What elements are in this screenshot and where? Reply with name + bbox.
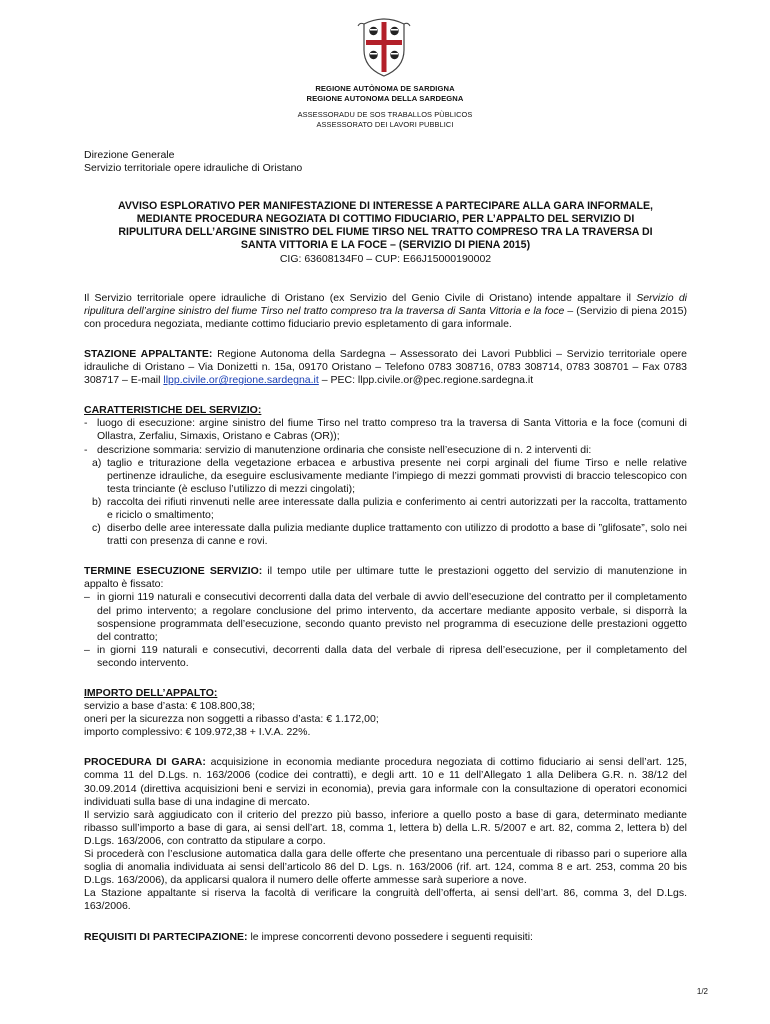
importo-line-2: oneri per la sicurezza non soggetti a ribasso d’asta: € 1.172,00; bbox=[84, 713, 379, 726]
stazione-appaltante-paragraph: STAZIONE APPALTANTE: Regione Autonoma della Sardegna – Assessorato dei Lavori Pubblici – Servizio territoriale opere idrauliche di Oristano – Via Donizetti n. 15a, 09170 Oristano – Telefono 0783 308716, 0783 308714, 0783 308701 – Fax 0783 308717 – E-mail llpp.civile.or@regione.sardegna.it – PEC: llpp.civile.or@pec.regione.sardegna.it bbox=[84, 347, 688, 387]
office-line-2: Servizio territoriale opere idrauliche di Oristano bbox=[84, 162, 303, 175]
termine-paragraph: TERMINE ESECUZIONE SERVIZIO: il tempo utile per ultimare tutte le prestazioni oggetto del servizio di manutenzione in appalto è fissato: bbox=[84, 565, 687, 591]
list-item: - luogo di esecuzione: argine sinistro del fiume Tirso nel tratto compreso tra la traversa di Santa Vittoria e la foce (comuni di Ollastra, Zerfaliu, Simaxis, Oristano e Cabras (OR)); bbox=[84, 417, 687, 443]
importo-line-1: servizio a base d’asta: € 108.800,38; bbox=[84, 700, 256, 713]
requisiti-label: REQUISITI DI PARTECIPAZIONE: bbox=[84, 930, 248, 943]
email-link[interactable]: llpp.civile.or@regione.sardegna.it bbox=[163, 374, 319, 387]
stazione-appaltante-label: STAZIONE APPALTANTE: bbox=[84, 347, 213, 360]
procedura-paragraph-2: Il servizio sarà aggiudicato con il criterio del prezzo più basso, inferiore a quello posto a base di gara, determinato mediante ribasso sull’importo a base di gara, ai sensi dell’art. 18, comma 1, lettera b) della L.R. 5/2007 e art. 82, comma 2, lettera b) del D.Lgs. 163/2006, con contratto da stipulare a corpo. bbox=[84, 808, 687, 847]
importo-heading: IMPORTO DELL’APPALTO: bbox=[84, 687, 218, 699]
cig-cup-codes: CIG: 63608134F0 – CUP: E66J15000190002 bbox=[279, 252, 492, 265]
page-number: 1/2 bbox=[696, 987, 708, 996]
list-item: – in giorni 119 naturali e consecutivi decorrenti dalla data del verbale di avvio dell’esecuzione del contratto per il completamento del primo intervento; a regolare conclusione del primo intervento, da accertare mediante apposito verbale, si disporrà la sospensione programmata dell’esecuzione, secondo quanto previsto nel programma di esecuzione delle prestazioni oggetto del contratto; bbox=[84, 591, 687, 643]
title-line-1: AVVISO ESPLORATIVO PER MANIFESTAZIONE DI INTERESSE A PARTECIPARE ALLA GARA INFORMALE, bbox=[117, 200, 653, 213]
document-body bbox=[84, 149, 687, 944]
department-name-italian: ASSESSORATO DEI LAVORI PUBBLICI bbox=[316, 120, 454, 129]
importo-line-3: importo complessivo: € 109.972,38 + I.V.A. 22%. bbox=[84, 726, 311, 739]
caratteristiche-heading: CARATTERISTICHE DEL SERVIZIO: bbox=[84, 404, 262, 417]
region-name-italian: REGIONE AUTONOMA DELLA SARDEGNA bbox=[306, 94, 464, 103]
termine-label: TERMINE ESECUZIONE SERVIZIO: bbox=[84, 565, 263, 578]
list-item: – in giorni 119 naturali e consecutivi, decorrenti dalla data del verbale di ripresa dell’esecuzione, per il completamento del secondo intervento. bbox=[84, 643, 687, 669]
intro-paragraph: Il Servizio territoriale opere idrauliche di Oristano (ex Servizio del Genio Civile di Oristano) intende appaltare il Servizio di ripulitura dell’argine sinistro del fiume Tirso nel tratto compreso tra la traversa di Santa Vittoria e la foce – (Servizio di piena 2015) con procedura negoziata, mediante cottimo fiduciario previo espletamento di gara informale. bbox=[84, 291, 687, 330]
procedura-paragraph-4: La Stazione appaltante si riserva la facoltà di verificare la congruità dell’offerta, ai sensi dell’art. 86, comma 3, del D.Lgs. 163/2006. bbox=[84, 887, 687, 913]
procedura-label: PROCEDURA DI GARA: bbox=[84, 756, 206, 769]
sub-list-item: c) diserbo delle aree interessate dalla pulizia mediante duplice trattamento con utilizzo di prodotto a base di ”glifosate”, solo nei tratti con presenza di canne e rovi. bbox=[92, 522, 687, 548]
document-title bbox=[84, 200, 687, 252]
procedura-paragraph-3: Si procederà con l’esclusione automatica dalla gara delle offerte che presentano una percentuale di ribasso pari o superiore alla soglia di anomalia individuata ai sensi dell’articolo 86 del D. Lgs. n. 163/2006 (rif. art. 124, comma 8 e art. 253, comma 20 bis D.Lgs. 163/2006), da applicarsi qualora il numero delle offerte ammesse sarà superiore a nove. bbox=[84, 848, 687, 887]
sardinia-coat-of-arms-logo bbox=[356, 14, 412, 78]
region-name-sardinian: REGIONE AUTÒNOMA DE SARDIGNA bbox=[315, 84, 455, 93]
requisiti-paragraph: REQUISITI DI PARTECIPAZIONE: le imprese concorrenti devono possedere i seguenti requisiti: bbox=[84, 930, 533, 943]
department-name-sardinian: ASSESSORADU DE SOS TRABALLOS PÙBLICOS bbox=[297, 110, 473, 119]
procedura-paragraph: PROCEDURA DI GARA: acquisizione in economia mediante procedura negoziata di cottimo fiduciario ai sensi dell’art. 125, comma 11 del D.Lgs. n. 163/2006 (codice dei contratti), e degli artt. 10 e 11 dell’Allegato 1 alla Delibera G.R. n. 38/12 del 30.09.2014 (direttiva acquisizioni beni e servizi in economia), previa gara informale con la consultazione di operatori economici individuati sulla base di una indagine di mercato. bbox=[84, 756, 687, 808]
list-item: - descrizione sommaria: servizio di manutenzione ordinaria che consiste nell’esecuzione di n. 2 interventi di: bbox=[84, 443, 592, 456]
sub-list-item: b) raccolta dei rifiuti rinvenuti nelle aree interessate dalla pulizia e conferimento ai centri autorizzati per la raccolta, trattamento e riciclo o smaltimento; bbox=[92, 495, 687, 521]
title-line-2: MEDIANTE PROCEDURA NEGOZIATA DI COTTIMO FIDUCIARIO, PER L’APPALTO DEL SERVIZIO DI bbox=[136, 213, 635, 226]
title-line-4: SANTA VITTORIA E LA FOCE – (SERVIZIO DI PIENA 2015) bbox=[240, 239, 531, 252]
office-line-1: Direzione Generale bbox=[84, 149, 175, 161]
title-line-3: RIPULITURA DELL’ARGINE SINISTRO DEL FIUME TIRSO NEL TRATTO COMPRESO TRA LA TRAVERSA DI bbox=[118, 226, 653, 239]
sub-list-item: a) taglio e triturazione della vegetazione erbacea e arbustiva presente nei corpi arginali del fiume Tirso e nelle relative pertinenze idrauliche, da eseguire esclusivamente mediante l’impiego di mezzi gommati provvisti di braccio telescopico con testa trinciante (è escluso l’utilizzo di mezzi cingolati); bbox=[92, 456, 687, 495]
